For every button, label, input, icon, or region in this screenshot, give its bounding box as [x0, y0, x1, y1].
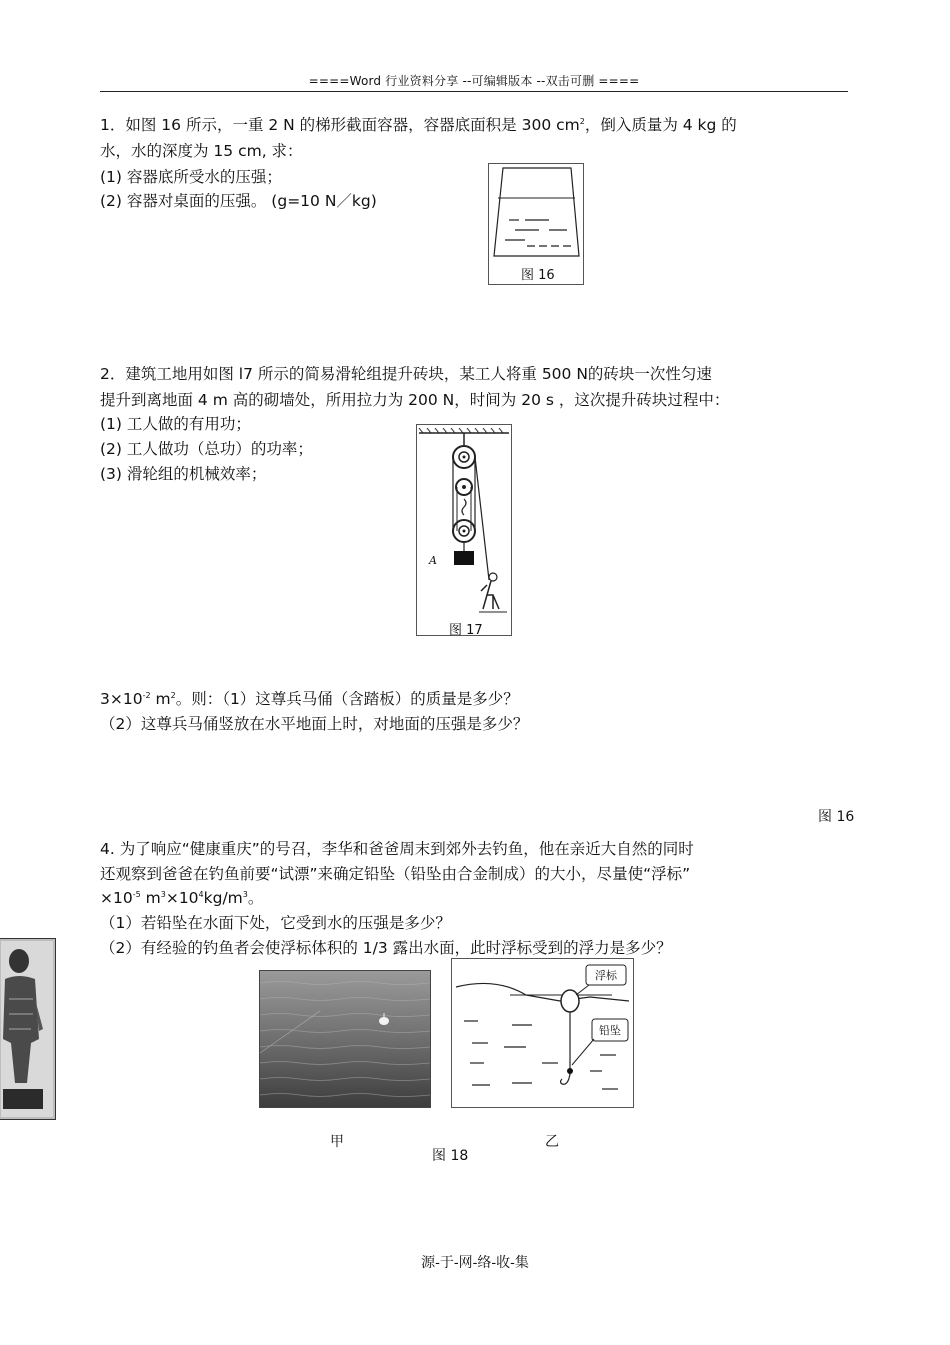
q1-sub1: (1) 容器底所受水的压强；: [100, 168, 282, 186]
figure-16-trapezoid-container: [488, 163, 584, 285]
q2-line2: 提升到离地面 4 m 高的砌墙处，所用拉力为 200 N，时间为 20 s ，这次提升砖块过程中：: [100, 391, 730, 409]
q2-sub1: (1) 工人做的有用功；: [100, 415, 251, 433]
figure-18-photo-water: [259, 970, 431, 1108]
figure-16-right-caption: 图 16: [818, 809, 855, 825]
q2-sub3: (3) 滑轮组的机械效率；: [100, 465, 267, 483]
float-label: 浮标: [595, 969, 617, 982]
q4-sub2: （2）有经验的钓鱼者会使浮标体积的 1/3 露出水面，此时浮标受到的浮力是多少？: [100, 939, 672, 957]
figure-17-caption: 图 17: [449, 623, 483, 638]
q2-line1: 2．建筑工地用如图 l7 所示的简易滑轮组提升砖块，某工人将重 500 N的砖块一次性匀速: [100, 365, 712, 383]
figure-16-caption: 图 16: [521, 268, 555, 283]
q3-line1: $3\times 10^{-2}$ $m^2$。则：（1）这尊兵马俑（含踏板）的质量是多少？: [100, 690, 519, 708]
figure-18-caption: 图 18: [432, 1148, 469, 1164]
page-footer: 源-于-网-络-收-集: [421, 1255, 529, 1271]
q1-sub2: (2) 容器对桌面的压强。 (g=10 N／kg): [100, 192, 377, 210]
figure-17-pulley-system: [416, 424, 512, 636]
q4-line2: 还观察到爸爸在钓鱼前要“试漂”来确定铅坠（铅坠由合金制成）的大小，尽量使“浮标”: [100, 865, 691, 883]
q1-line2: 水，水的深度为 15 cm, 求：: [100, 142, 303, 160]
q4-sub1: （1）若铅坠在水面下处，它受到水的压强是多少？: [100, 914, 451, 932]
header-rule: [100, 91, 848, 92]
q4-line1: 4. 为了响应“健康重庆”的号召，李华和爸爸周末到郊外去钓鱼，他在亲近大自然的同时: [100, 840, 694, 858]
figure-18-label-yi: 乙: [545, 1134, 559, 1150]
q1-line1: 1．如图 16 所示，一重 2 N 的梯形截面容器，容器底面积是 300 $cm^2$，倒入质量为 4 kg 的: [100, 116, 737, 134]
terracotta-warrior-photo: [0, 938, 56, 1120]
q3-line2: （2）这尊兵马俑竖放在水平地面上时，对地面的压强是多少？: [100, 715, 529, 733]
page-header: ====Word 行业资料分享 --可编辑版本 --双击可删 ====: [308, 74, 640, 88]
figure-18-label-jia: 甲: [330, 1134, 344, 1150]
q4-line3: $\times 10^{-5}$ $m^3\times 10^4kg/m^3$。: [100, 889, 264, 907]
q2-sub2: (2) 工人做功（总功）的功率；: [100, 440, 313, 458]
sinker-label: 铅坠: [599, 1024, 621, 1037]
figure-18-diagram: [451, 958, 634, 1108]
pulley-label-a: A: [429, 554, 437, 567]
